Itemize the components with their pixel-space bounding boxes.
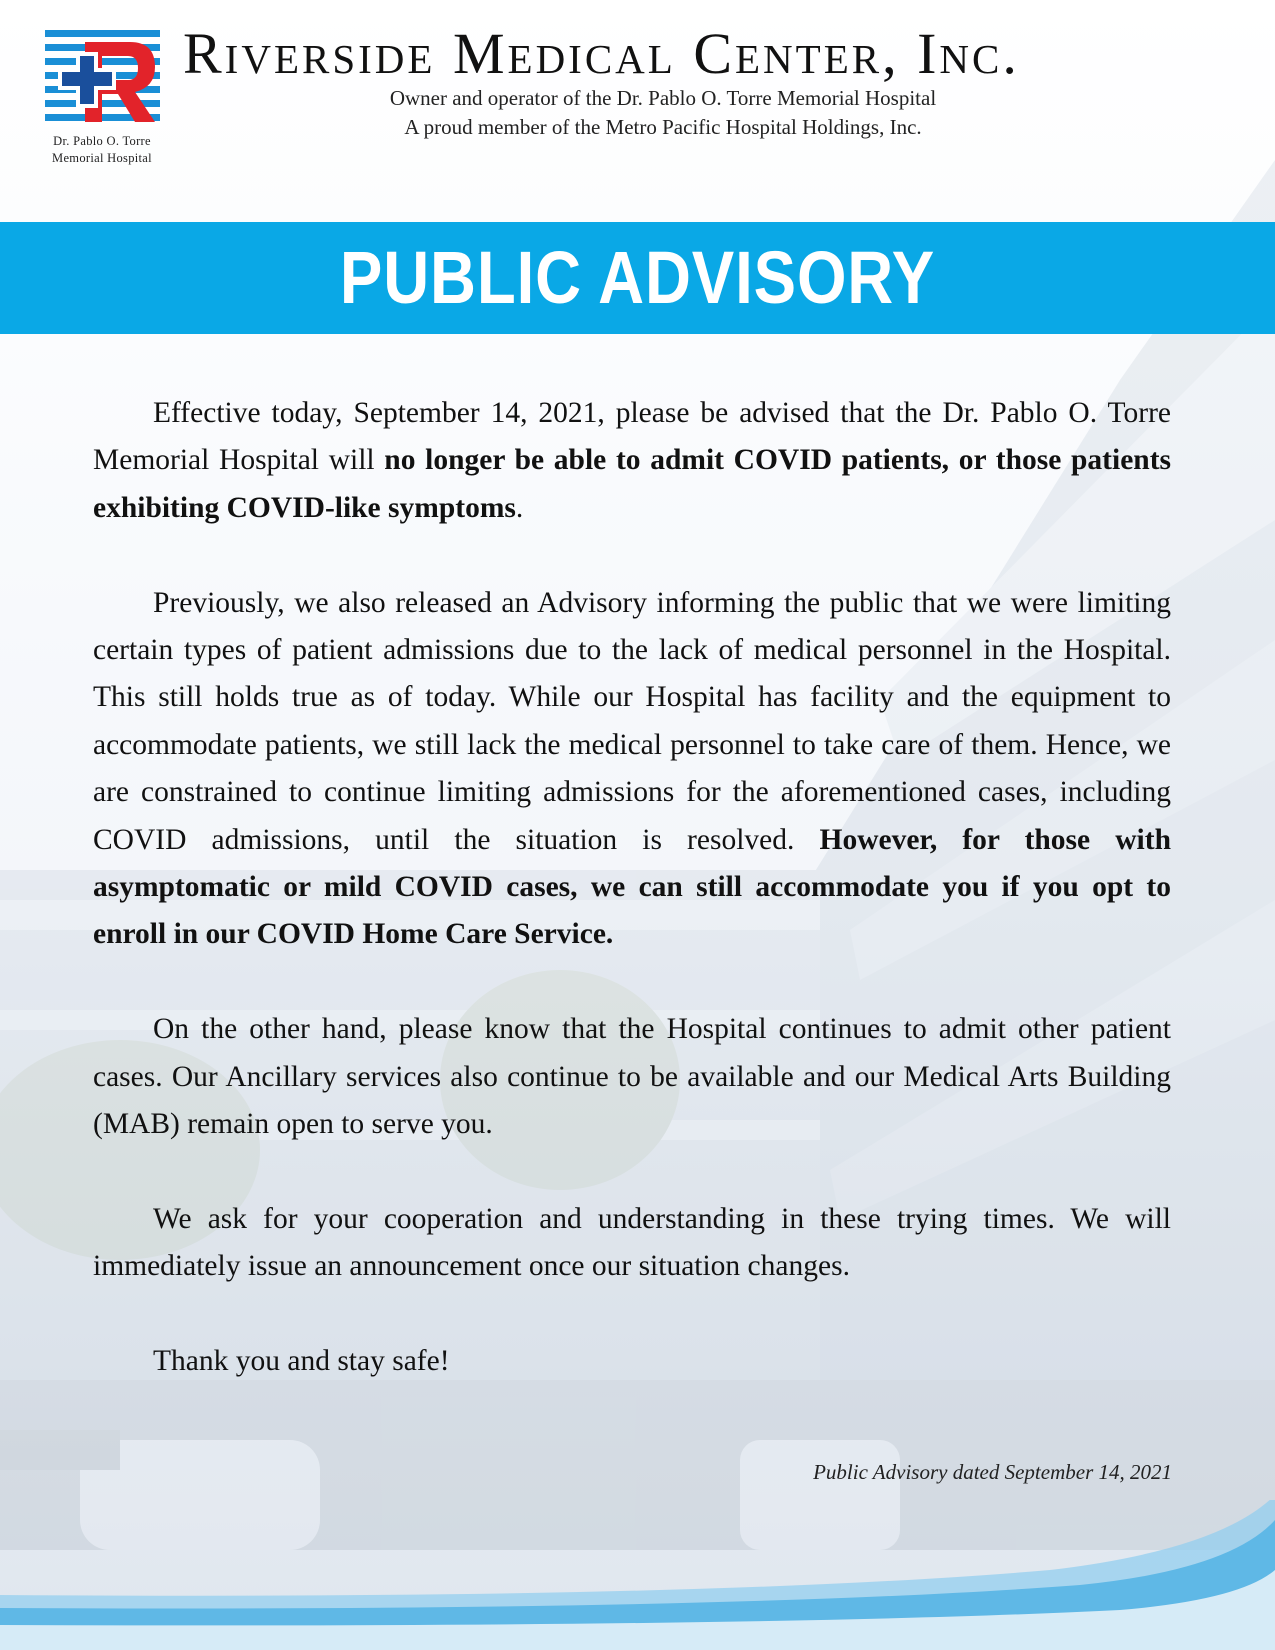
paragraph-2-bold: However, for those with asymptomatic or mild COVID cases, we can still accommodate you if you opt to enroll in our COVID Home Care Service. <box>93 823 1171 951</box>
paragraph-1-bold: no longer be able to admit COVID patients, or those patients exhibiting COVID-like symptoms <box>93 444 1172 524</box>
organization-subtitle-2: A proud member of the Metro Pacific Hospital Holdings, Inc. <box>404 115 922 139</box>
organization-subtitle-1: Owner and operator of the Dr. Pablo O. Torre Memorial Hospital <box>389 86 937 110</box>
organization-name: Riverside Medical Center, Inc. <box>183 21 1020 86</box>
paragraph-1 <box>93 390 1171 532</box>
logo-caption <box>26 133 178 167</box>
bottom-wave-decoration <box>0 1500 1275 1650</box>
paragraph-1-text: Effective today, September 14, 2021, please be advised that the Dr. Pablo O. Torre Memorial Hospital will <box>93 397 1171 477</box>
advisory-date-note: Public Advisory dated September 14, 2021 <box>813 1460 1172 1484</box>
logo-caption-line-1: Dr. Pablo O. Torre <box>53 134 151 148</box>
paragraph-2-text: Previously, we also released an Advisory informing the public that we were limiting certain types of patient admissions due to the lack of medical personnel in the Hospital. This still holds true as of today. While our Hospital has facility and the equipment to accommodate patients, we still lack the medical personnel to take care of them. Hence, we are constrained to continue limiting admissions for the aforementioned cases, including COVID admissions, until the situation is resolved. <box>93 586 1171 856</box>
advisory-body <box>93 390 1171 1385</box>
banner-title: PUBLIC ADVISORY <box>339 236 936 319</box>
paragraph-2 <box>93 580 1171 959</box>
signoff: Thank you and stay safe! <box>153 1345 450 1378</box>
logo-caption-line-2: Memorial Hospital <box>52 151 152 165</box>
advisory-banner <box>0 222 1275 334</box>
paragraph-1-end: . <box>515 491 524 524</box>
paragraph-3: On the other hand, please know that the Hospital continues to admit other patient cases. Our Ancillary services also continue to be available and our Medical Arts Building (MAB) remain open to serve you. <box>93 1013 1171 1141</box>
paragraph-4: We ask for your cooperation and understanding in these trying times. We will immediately issue an announcement once our situation changes. <box>93 1202 1171 1283</box>
